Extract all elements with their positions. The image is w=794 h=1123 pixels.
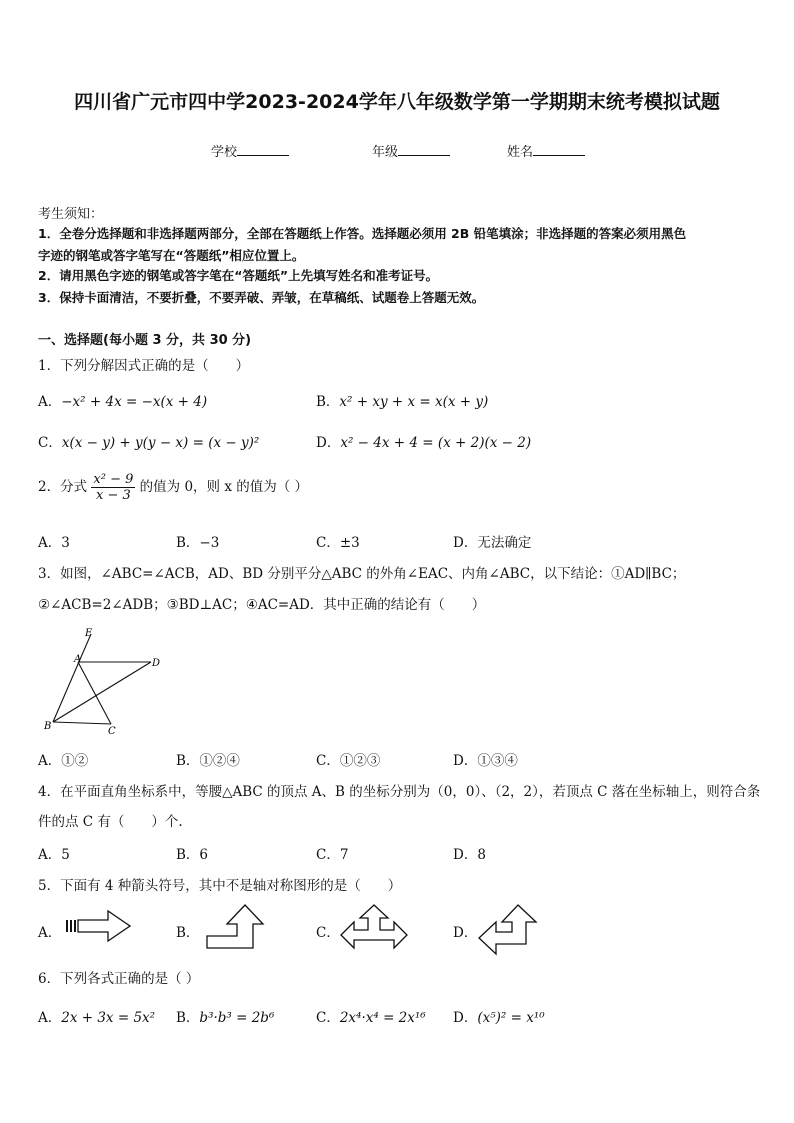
name-label: 姓名	[507, 145, 534, 160]
q1-option-d-label: D．	[316, 435, 341, 451]
q2-option-b[interactable]: B．−3	[176, 535, 220, 551]
q2-denominator: x − 3	[96, 488, 131, 503]
q6-option-a-text: 2x + 3x = 5x²	[61, 1010, 156, 1026]
q4-option-a[interactable]: A．5	[38, 847, 70, 863]
notice-heading: 考生须知：	[38, 207, 104, 222]
label-A: A	[74, 654, 82, 665]
q2-suffix: 的值为 0，则 x 的值为（ ）	[139, 479, 309, 495]
line-EB	[53, 634, 91, 722]
q1-stem: 1．下列分解因式正确的是（ ）	[38, 358, 250, 374]
page-title: 四川省广元市四中学2023-2024学年八年级数学第一学期期末统考模拟试题	[74, 91, 720, 113]
q5-option-b-label[interactable]: B．	[176, 925, 200, 941]
q5-stem: 5．下面有 4 种箭头符号，其中不是轴对称图形的是（ ）	[38, 878, 402, 894]
q3-option-c[interactable]: C．①②③	[316, 753, 381, 769]
q2-option-d[interactable]: D．无法确定	[453, 535, 532, 551]
q1-option-a-label: A．	[38, 394, 62, 410]
q1-option-a-text: −x² + 4x = −x(x + 4)	[61, 394, 208, 410]
school-label: 学校	[211, 145, 238, 160]
q6-option-d[interactable]	[453, 1006, 545, 1026]
q2-prefix: 2．分式	[38, 479, 88, 495]
q6-stem: 6．下列各式正确的是（ ）	[38, 971, 200, 987]
grade-blank[interactable]	[398, 143, 450, 156]
line-BC	[53, 722, 111, 724]
q3-stem-line1: 3．如图，∠ABC=∠ACB，AD、BD 分别平分△ABC 的外角∠EAC、内角∠ABC，以下结论：①AD∥BC；	[38, 566, 686, 582]
q4-option-c[interactable]: C．7	[316, 847, 349, 863]
q5-option-c-label[interactable]: C．	[316, 925, 340, 941]
q5-arrow-d-icon[interactable]	[476, 902, 540, 956]
q1-option-b-text: x² + xy + x = x(x + y)	[339, 394, 489, 410]
q5-arrow-b-icon[interactable]	[203, 902, 267, 952]
q2-option-a[interactable]: A．3	[38, 535, 70, 551]
q6-option-b-label: B．	[176, 1010, 200, 1026]
notice-item-1-cont: 字迹的钢笔或答字笔写在“答题纸”相应位置上。	[38, 248, 305, 263]
q6-option-b[interactable]	[176, 1006, 274, 1026]
line-AC	[78, 662, 111, 724]
q5-option-d-label[interactable]: D．	[453, 925, 478, 941]
q3-stem-line2: ②∠ACB=2∠ADB；③BD⊥AC；④AC=AD．其中正确的结论有（ ）	[38, 597, 486, 613]
q6-option-b-text: b³·b³ = 2b⁶	[199, 1010, 275, 1026]
q2-stem	[38, 472, 308, 503]
q1-option-b[interactable]	[316, 390, 488, 410]
q2-option-c[interactable]: C．±3	[316, 535, 360, 551]
label-B: B	[44, 721, 52, 732]
section-heading: 一、选择题(每小题 3 分，共 30 分)	[38, 333, 252, 348]
q4-stem-line2: 件的点 C 有（ ）个.	[38, 814, 183, 830]
q3-option-b[interactable]: B．①②④	[176, 753, 240, 769]
name-field[interactable]	[507, 141, 585, 160]
grade-field[interactable]	[372, 141, 450, 160]
q3-option-d[interactable]: D．①③④	[453, 753, 518, 769]
q1-option-d[interactable]	[316, 431, 531, 451]
q1-option-a[interactable]	[38, 390, 207, 410]
q5-arrow-a-icon[interactable]	[64, 908, 136, 946]
q1-option-c-label: C．	[38, 435, 62, 451]
q6-option-d-text: (x⁵)² = x¹⁰	[477, 1010, 545, 1026]
line-BD	[53, 662, 151, 722]
q3-option-a[interactable]: A．①②	[38, 753, 89, 769]
q1-option-c-text: x(x − y) + y(y − x) = (x − y)²	[61, 435, 260, 451]
q4-option-b[interactable]: B．6	[176, 847, 209, 863]
q6-option-a[interactable]	[38, 1006, 155, 1026]
q1-option-c[interactable]	[38, 431, 259, 451]
grade-label: 年级	[372, 145, 399, 160]
q5-option-a-label[interactable]: A．	[38, 925, 62, 941]
q6-option-a-label: A．	[38, 1010, 62, 1026]
q6-option-c[interactable]	[316, 1006, 426, 1026]
notice-item-2: 2．请用黑色字迹的钢笔或答字笔在“答题纸”上先填写姓名和准考证号。	[38, 268, 439, 283]
label-E: E	[85, 628, 93, 639]
label-D: D	[152, 658, 161, 669]
school-blank[interactable]	[237, 143, 289, 156]
q6-option-c-label: C．	[316, 1010, 340, 1026]
q2-numerator: x² − 9	[93, 472, 134, 487]
label-C: C	[108, 726, 116, 737]
q4-option-d[interactable]: D．8	[453, 847, 486, 863]
q6-option-d-label: D．	[453, 1010, 478, 1026]
q6-option-c-text: 2x⁴·x⁴ = 2x¹⁶	[339, 1010, 426, 1026]
school-field[interactable]	[211, 141, 289, 160]
q2-fraction	[91, 472, 135, 503]
notice-item-1: 1．全卷分选择题和非选择题两部分，全部在答题纸上作答。选择题必须用 2B 铅笔填涂；非选择题的答案必须用黑色	[38, 226, 687, 241]
notice-item-3: 3．保持卡面清洁，不要折叠，不要弄破、弄皱，在草稿纸、试题卷上答题无效。	[38, 290, 485, 305]
q3-triangle-figure	[40, 622, 170, 740]
q5-arrow-c-icon[interactable]	[339, 902, 409, 954]
name-blank[interactable]	[533, 143, 585, 156]
q4-stem-line1: 4．在平面直角坐标系中，等腰△ABC 的顶点 A、B 的坐标分别为（0，0）、（2，2），若顶点 C 落在坐标轴上，则符合条	[38, 784, 761, 800]
q1-option-b-label: B．	[316, 394, 340, 410]
q1-option-d-text: x² − 4x + 4 = (x + 2)(x − 2)	[340, 435, 532, 451]
